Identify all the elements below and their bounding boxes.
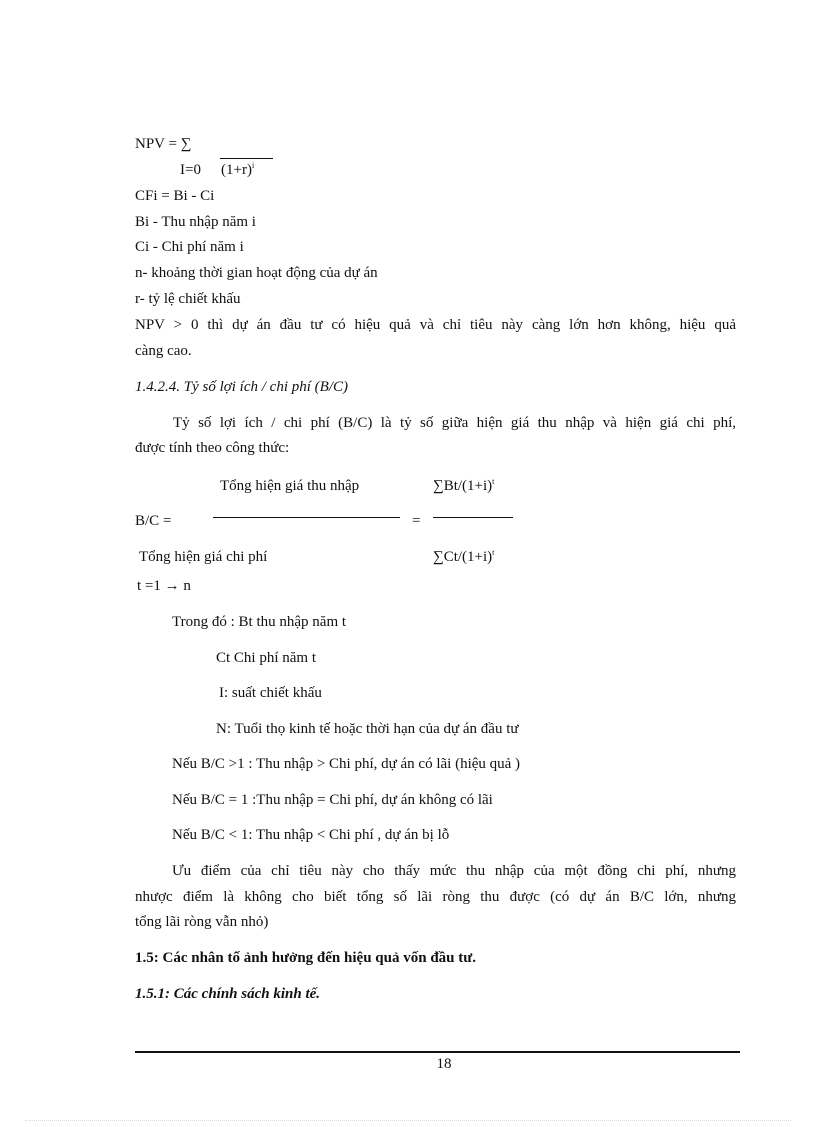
footer-rule xyxy=(135,1051,740,1053)
advantage-line2: nhược điểm là không cho biết tổng số lãi ròng thu được (có dự án B/C lớn, nhưng xyxy=(135,889,736,905)
condition-profit: Nếu B/C >1 : Thu nhập > Chi phí, dự án có lãi (hiệu quả ) xyxy=(172,756,521,772)
npv-fraction-line xyxy=(220,158,273,159)
bc-lhs: B/C = xyxy=(135,513,172,529)
bc-numerator-sum: $\sum Bt/(1+i)^t$ xyxy=(433,477,495,494)
npv-formula-lhs: NPV = ∑ xyxy=(135,136,192,152)
where-i: I: suất chiết khấu xyxy=(219,685,322,701)
where-bt: Trong đó : Bt thu nhập năm t xyxy=(172,614,347,630)
definition-n: n- khoảng thời gian hoạt động của dự án xyxy=(135,265,378,281)
section-heading-151: 1.5.1: Các chính sách kinh tế. xyxy=(135,986,321,1002)
where-ct: Ct Chi phí năm t xyxy=(216,650,317,666)
page-number: 18 xyxy=(436,1056,452,1072)
condition-loss: Nếu B/C < 1: Thu nhập < Chi phí , dự án bị lỗ xyxy=(172,827,450,843)
definition-r: r- tỷ lệ chiết khấu xyxy=(135,291,241,307)
bc-intro-line2: được tính theo công thức: xyxy=(135,440,290,456)
section-heading-15: 1.5: Các nhân tố ảnh hưởng đến hiệu quả vốn đầu tư. xyxy=(135,950,476,966)
npv-rule-line2: càng cao. xyxy=(135,343,192,359)
definition-cfi: CFi = Bi - Ci xyxy=(135,188,215,204)
definition-ci: Ci - Chi phí năm i xyxy=(135,239,244,255)
npv-sum-index: I=0 xyxy=(180,162,201,178)
bc-denominator-label: Tổng hiện giá chi phí xyxy=(139,549,268,565)
bc-fraction-line-left xyxy=(213,517,400,518)
page-bottom-dotted-border xyxy=(25,1120,791,1121)
npv-denominator: $(1+r)^i$ xyxy=(221,161,255,178)
definition-bi: Bi - Thu nhập năm i xyxy=(135,214,256,230)
bc-intro-line1: Tỷ số lợi ích / chi phí (B/C) là tỷ số giữa hiện giá thu nhập và hiện giá chi phí, xyxy=(173,415,736,431)
section-heading-1424: 1.4.2.4. Tỷ số lợi ích / chi phí (B/C) xyxy=(135,379,348,395)
bc-numerator-label: Tổng hiện giá thu nhập xyxy=(220,478,360,494)
bc-sum-range: t =1 → n xyxy=(137,578,191,594)
condition-breakeven: Nếu B/C = 1 :Thu nhập = Chi phí, dự án không có lãi xyxy=(172,792,493,808)
bc-fraction-line-right xyxy=(433,517,513,518)
bc-equals: = xyxy=(412,513,421,529)
bc-denominator-sum: $\sum Ct/(1+i)^t$ xyxy=(433,548,495,565)
advantage-line3: tổng lãi ròng vẫn nhỏ) xyxy=(135,914,269,930)
advantage-line1: Ưu điểm của chỉ tiêu này cho thấy mức thu nhập của một đồng chi phí, nhưng xyxy=(172,863,736,879)
where-n: N: Tuổi thọ kinh tế hoặc thời hạn của dự án đầu tư xyxy=(216,721,519,737)
npv-rule-line1: NPV > 0 thì dự án đầu tư có hiệu quả và chỉ tiêu này càng lớn hơn không, hiệu quả xyxy=(135,317,736,333)
